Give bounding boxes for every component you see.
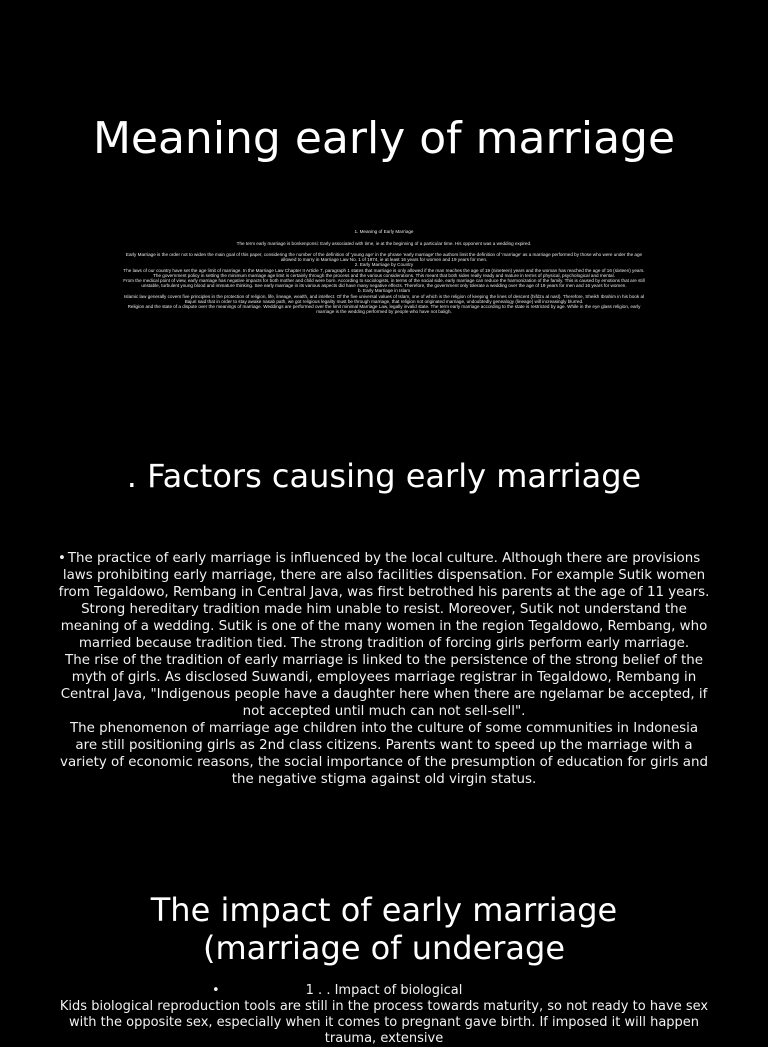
slide3-title: The impact of early marriage (marriage of underage (150, 891, 618, 967)
slide1-body-line: Islamic law generally covers five principles in the protection of religion, life, lineage, wealth, and intellect. Of the five universal values of Islam, one of which is the religion of keeping the lines of descent (hifdzu al nasl). Therefore, Sheikh Ibrahim in his book al (123, 293, 645, 299)
slide1-body-line: b. Early Marriage in Islam (357, 288, 411, 294)
slide2-body (58, 550, 710, 788)
slide2-paragraph: The rise of the tradition of early marriage is linked to the persistence of the strong belief of the myth of girls. As disclosed Suwandi, employees marriage registrar in Tegaldowo, Rembang in Central Java, "Indigenous people have a daughter here when there are ngelamar be accepted, if not accepted until much can not sell-sell". (60, 653, 708, 719)
slide1-body-line: Religion and the state of a dispute over the meanings of marriage. Weddings are performed over the limit minimal Marriage Law, legally invalid state. The term early marriage according to the state is restricted by age. While in the eye glass religion, early (127, 304, 641, 310)
slide1-body-line: 2. Early Marriage by Country (354, 262, 414, 268)
slide3-subheading: 1 . . Impact of biological (305, 983, 463, 998)
slide2-paragraph: The phenomenon of marriage age children into the culture of some communities in Indonesia are still positioning girls as 2nd class citizens. Parents want to speed up the marriage with a variety of economic reasons, the social importance of the presumption of education for girls and the negative stigma against old virgin status. (60, 721, 708, 787)
slide3-paragraph: Kids biological reproduction tools are still in the process towards maturity, so not ready to have sex with the opposite sex, especially when it comes to pregnant gave birth. If imposed it will happen trauma, extensive (59, 999, 709, 1046)
slide1-body-line: unstable, turbulent young blood and immature thinking. See early marriage in its various aspects did have many negative effects. Therefore, the government only tolerate a wedding over the age of 19 years for men and 16 years for women. (141, 283, 627, 289)
slide1-intro-paragraph: The term early marriage is bonkenponsi: Early associated with time, ie at the beginning of a particular time. His opponent was a wedding expired. (236, 241, 532, 246)
slide1-body-line: Early Marriage is the order not to widen the main goal of this paper, considering the number of the definition of 'young age' in the phrase 'early marriage' the authors limit the definition of 'marriage' as a marriage performed by those who were under the age (125, 252, 643, 257)
slide2-paragraph: The practice of early marriage is influenced by the local culture. Although there are provisions laws prohibiting early marriage, there are also facilities dispensation. For example Sutik women from Tegaldowo, Rembang in Central Java, was first betrothed his parents at the age of 11 years. Strong hereditary tradition made him unable to resist. Moreover, Sutik not understand the meaning of a wedding. Sutik is one of the many women in the region Tegaldowo, Rembang, who married because tradition tied. The strong tradition of forcing girls perform early marriage. (58, 551, 710, 651)
slide1-body-text (96, 252, 672, 314)
slide1-body-line: Bajuri said that in order to stay awake nasab path, we got religious legality must be through marriage, that religion not originated marriage, undoubtedly genealogy (lineage) will increasingly blurred. (184, 298, 584, 304)
bullet-icon: • (212, 983, 220, 998)
slide3-body (58, 983, 710, 1047)
slide1-body-line: marriage is the wedding performed by people who have not baligh. (316, 309, 452, 315)
slide1-body-line: The government policy in setting the minimum marriage age limit is certainly through the process and the various considerations. This meant that both sides really ready and mature in terms of physical, psychological and mental. (153, 272, 615, 278)
slide1-body-line: From the medical point of view, early marriage has negative impacts for both mother and child were born. According to sociologists, in terms of the social side, early marriage can reduce the harmonization of the family. This is caused by emotions that are still (123, 278, 645, 284)
slide1-title: Meaning early of marriage (92, 113, 676, 164)
slide2-title: . Factors causing early marriage (126, 457, 642, 495)
slide1-body-line: allowed to marry in Marriage Law No. 1 of 1974, ie at least 16 years for women and 19 years for men. (280, 257, 488, 263)
slide1-body-line: The laws of our country have set the age limit of marriage. In the Marriage Law Chapter II Article 7, paragraph 1 states that marriage is only allowed if the man reaches the age of 19 (nineteen) years and the woman has reached the age of 16 (sixteen) years. (123, 267, 645, 273)
slide1-section-heading: 1. Meaning of Early Marriage (354, 229, 414, 234)
bullet-icon: • (58, 551, 66, 566)
